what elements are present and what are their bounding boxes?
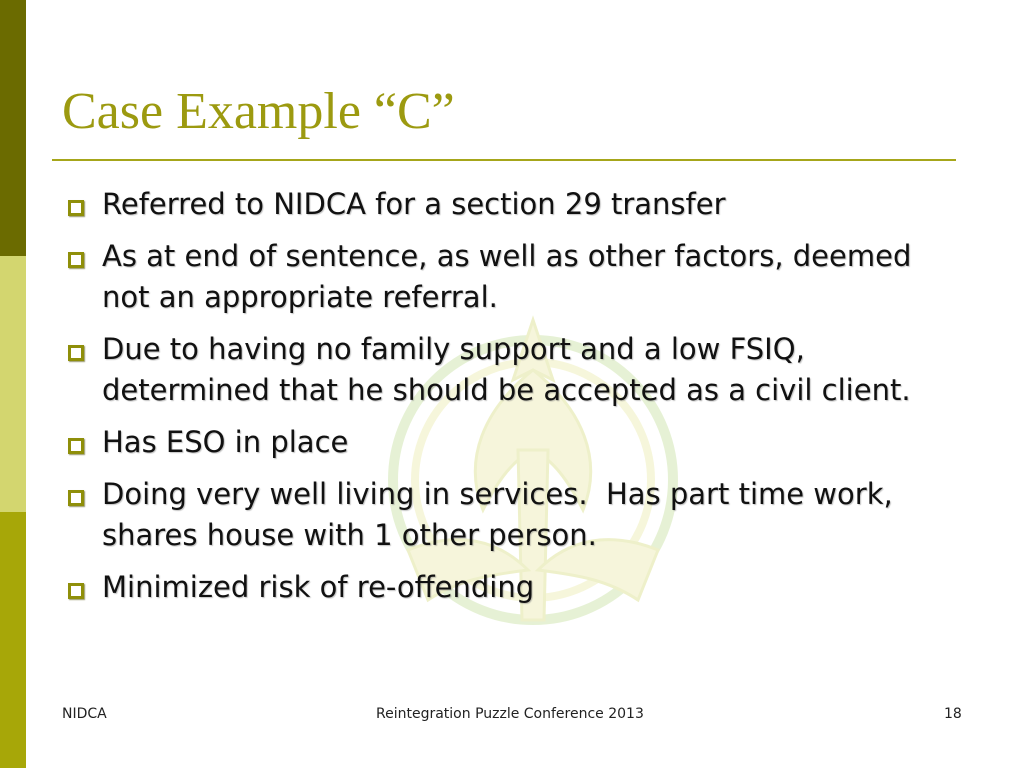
list-item [62, 474, 962, 556]
list-item [62, 567, 962, 608]
square-bullet-icon [68, 345, 84, 361]
page-number: 18 [944, 706, 962, 722]
bullet-text: Doing very well living in services. Has part time work, shares house with 1 other person. [102, 477, 902, 552]
left-stripe-top [0, 0, 26, 256]
square-bullet-icon [68, 490, 84, 506]
bullet-text: Minimized risk of re-offending [102, 570, 535, 604]
bullet-text: Due to having no family support and a low FSIQ, determined that he should be accepted as a civil client. [102, 332, 911, 407]
title-divider [52, 159, 956, 161]
bullet-text: Has ESO in place [102, 425, 349, 459]
slide-title: Case Example “C” [62, 83, 455, 140]
square-bullet-icon [68, 583, 84, 599]
footer-conference: Reintegration Puzzle Conference 2013 [376, 706, 644, 722]
list-item [62, 184, 962, 225]
square-bullet-icon [68, 200, 84, 216]
list-item [62, 329, 962, 411]
bullet-text: Referred to NIDCA for a section 29 transfer [102, 187, 726, 221]
left-stripe-bottom [0, 512, 26, 768]
square-bullet-icon [68, 438, 84, 454]
list-item [62, 236, 962, 318]
footer-organization: NIDCA [62, 706, 107, 722]
bullet-text: As at end of sentence, as well as other factors, deemed not an appropriate referral. [102, 239, 912, 314]
left-stripe-middle [0, 256, 26, 512]
list-item [62, 422, 962, 463]
square-bullet-icon [68, 252, 84, 268]
bullet-list [62, 184, 962, 619]
